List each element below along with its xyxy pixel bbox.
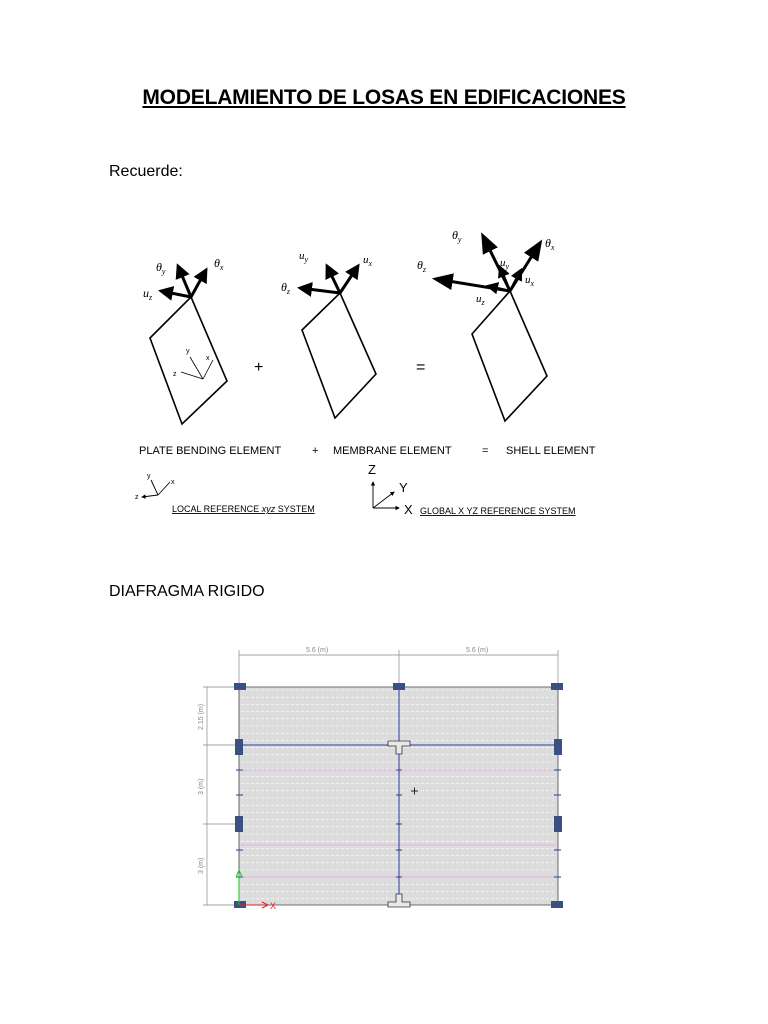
dim-top-left: 5.6 (m) [306, 647, 329, 654]
caption-shell: SHELL ELEMENT [506, 445, 596, 457]
ux-label: $u_x$ [363, 254, 373, 268]
caption-equals: = [482, 445, 489, 457]
dim-left-2: 3 (m) [198, 778, 205, 795]
local-ref-caption: LOCAL REFERENCE xyz SYSTEM [172, 504, 315, 514]
equals-sign: = [416, 359, 426, 376]
plus-sign: + [254, 359, 264, 376]
dim-left-3: 3 (m) [198, 857, 205, 874]
local-x-label: x [206, 355, 210, 362]
local-y-label: y [186, 348, 190, 355]
section-heading: DIAFRAGMA RIGIDO [109, 583, 265, 600]
uz-label: $u_z$ [143, 286, 153, 302]
dim-top-right: 5.6 (m) [466, 647, 489, 654]
shell-theta-x-label: $\theta_x$ [545, 236, 555, 252]
global-z-label: Z [368, 462, 376, 477]
global-ref-caption: GLOBAL X YZ REFERENCE SYSTEM [420, 506, 576, 516]
dim-left-1: 2.15 (m) [198, 703, 205, 730]
local-z-label: z [173, 371, 177, 378]
shell-ux-label: $u_x$ [525, 274, 535, 288]
shell-theta-y-label: $\theta_y$ [452, 228, 462, 244]
uy-label: $u_y$ [299, 250, 309, 264]
global-y-label: Y [399, 480, 408, 495]
caption-membrane: MEMBRANE ELEMENT [333, 445, 452, 457]
local-ref-y: y [147, 473, 151, 480]
global-x-label: X [404, 502, 413, 517]
caption-plate: PLATE BENDING ELEMENT [139, 445, 282, 457]
origin-x-label: X [270, 901, 277, 911]
page-title: MODELAMIENTO DE LOSAS EN EDIFICACIONES [142, 86, 626, 109]
shell-uy-label: $u_y$ [500, 257, 510, 271]
theta-x-label: $\theta_x$ [214, 256, 224, 272]
local-ref-z: z [135, 494, 139, 501]
theta-z-label: $\theta_z$ [281, 280, 291, 296]
theta-y-label: $\theta_y$ [156, 260, 166, 276]
caption-plus: + [312, 445, 319, 457]
intro-text: Recuerde: [109, 163, 183, 180]
shell-uz-label: $u_z$ [476, 293, 485, 307]
local-ref-x: x [171, 479, 175, 486]
shell-theta-z-label: $\theta_z$ [417, 258, 427, 274]
